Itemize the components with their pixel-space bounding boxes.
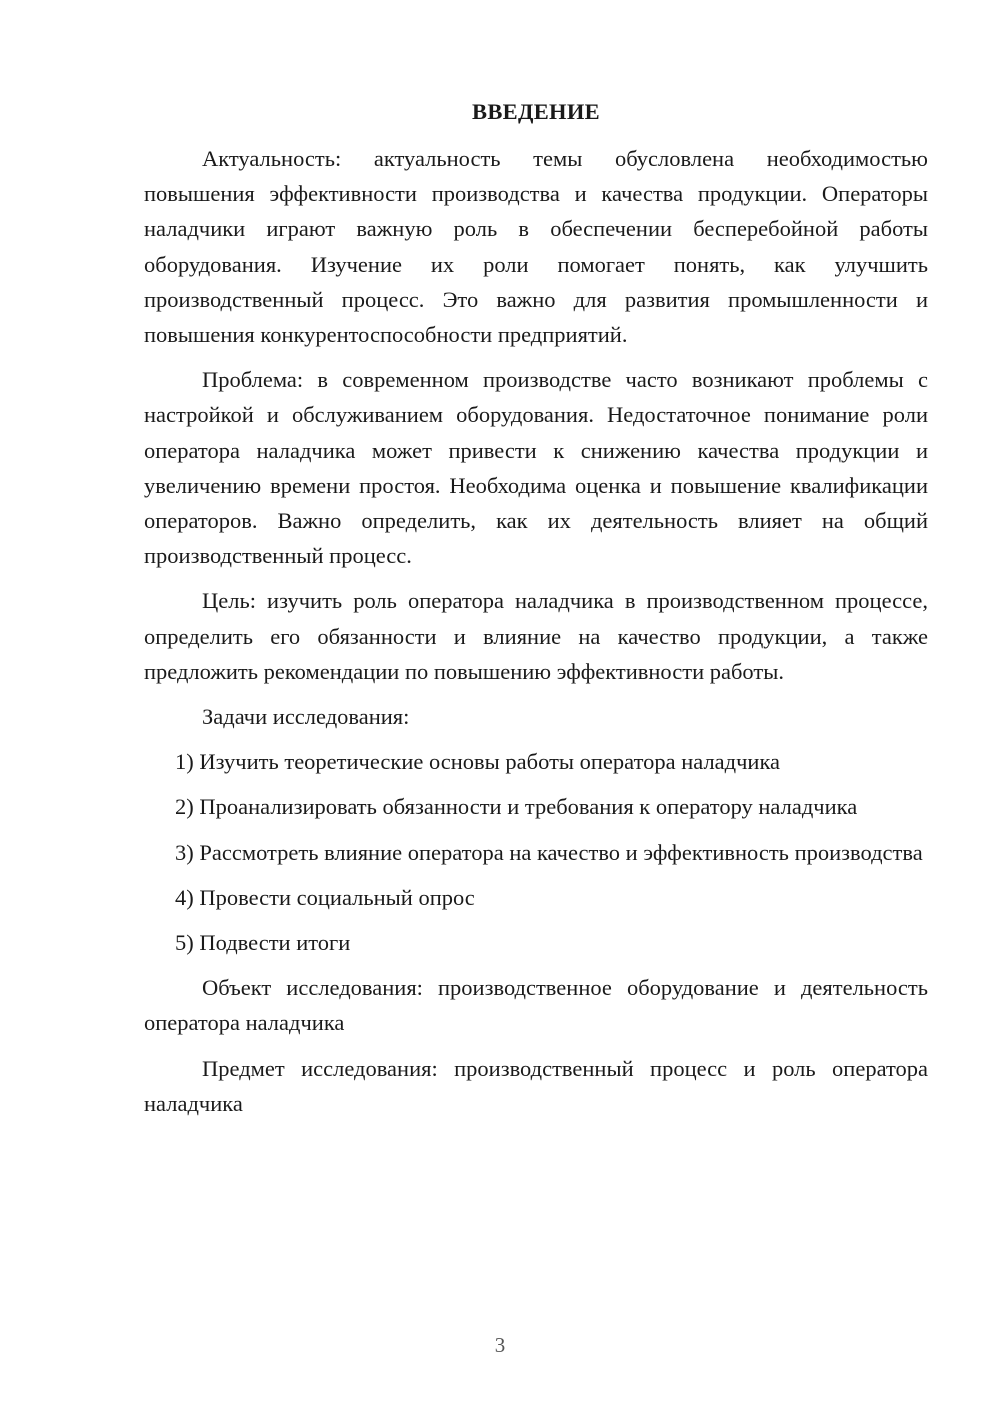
page-number: 3 <box>494 1333 506 1357</box>
task-item-2: 2) Проанализировать обязанности и требования к оператору наладчика <box>175 794 858 820</box>
object-paragraph: Объект исследования: производственное оборудование и деятельность оператора наладчика <box>144 975 928 1036</box>
task-item-1: 1) Изучить теоретические основы работы оператора наладчика <box>175 749 781 775</box>
subject-paragraph: Предмет исследования: производственный процесс и роль оператора наладчика <box>144 1055 928 1116</box>
problem-paragraph: Проблема: в современном производстве часто возникают проблемы с настройкой и обслуживанием оборудования. Недостаточное понимание роли оператора наладчика может привести к снижению качества продукции и увеличению времени простоя. Необходима оценка и повышение квалификации операторов. Важно определить, как их деятельность влияет на общий производственный процесс. <box>144 367 928 569</box>
task-item-4: 4) Провести социальный опрос <box>175 884 475 910</box>
tasks-label: Задачи исследования: <box>202 704 410 730</box>
goal-paragraph: Цель: изучить роль оператора наладчика в производственном процессе, определить его обязанности и влияние на качество продукции, а также предложить рекомендации по повышению эффективности работы. <box>144 588 928 684</box>
document-body <box>144 94 928 1131</box>
relevance-paragraph: Актуальность: актуальность темы обусловлена необходимостью повышения эффективности производства и качества продукции. Операторы наладчики играют важную роль в обеспечении бесперебойной работы оборудования. Изучение их роли помогает понять, как улучшить производственный процесс. Это важно для развития промышленности и повышения конкурентоспособности предприятий. <box>144 146 928 348</box>
task-item-5: 5) Подвести итоги <box>175 930 351 956</box>
task-item-3: 3) Рассмотреть влияние оператора на качество и эффективность производства <box>175 839 923 865</box>
section-heading: ВВЕДЕНИЕ <box>472 99 600 124</box>
